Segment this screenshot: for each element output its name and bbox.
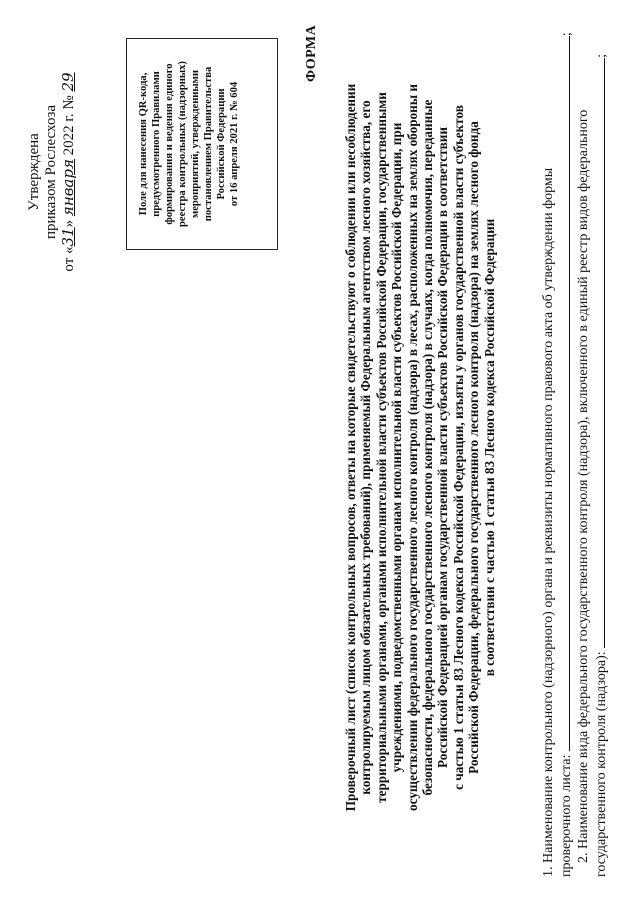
item-1-line-2 bbox=[557, 17, 575, 877]
item-2-fill-line[interactable] bbox=[592, 58, 605, 648]
form-items bbox=[540, 17, 610, 877]
qr-line: постановлением Правительства bbox=[203, 66, 214, 222]
date-mid: » bbox=[61, 219, 77, 228]
qr-line: мероприятий, утвержденными bbox=[190, 70, 201, 219]
item-2-label: государственного контроля (надзора): bbox=[594, 651, 609, 877]
approval-line-1: Утверждена bbox=[26, 133, 42, 211]
qr-line: от 16 апреля 2021 г. № 604 bbox=[229, 81, 240, 207]
title-line: в соответствии с частью 1 статьи 83 Лесного кодекса Российской Федерации bbox=[481, 218, 497, 677]
item-1-fill-line[interactable] bbox=[557, 36, 570, 751]
date-prefix: от « bbox=[61, 246, 77, 272]
item-2-line-2 bbox=[592, 17, 610, 877]
item-1-label: проверочного листа: bbox=[559, 754, 574, 877]
qr-line: предусмотренного Правилами bbox=[151, 71, 162, 217]
approval-date-line bbox=[60, 47, 78, 297]
item-1-line-1: 1. Наименование контрольного (надзорного) органа и реквизиты нормативного правового акта об утверждении формы bbox=[541, 167, 556, 877]
title-line: безопасности, федерального государственного лесного контроля (надзора) в случаях, когда полномочия, переданные bbox=[420, 99, 436, 796]
qr-line: Российской Федерации bbox=[216, 88, 227, 200]
form-label: ФОРМА bbox=[304, 24, 319, 82]
title-line: учреждениями, подведомственными органам исполнительной власти субъектов Российской Федерации, при bbox=[389, 122, 405, 773]
title-line: Российской Федерации, федерального государственного лесного контроля (надзора) на землях лесного фонда bbox=[466, 121, 482, 774]
date-year: 2022 г. № bbox=[61, 95, 77, 156]
title-line: осуществлении федерального государственного лесного контроля (надзора) в лесах, расположенных на землях обороны и bbox=[404, 84, 420, 811]
item-1-end: ; bbox=[559, 32, 574, 37]
order-number: 29 bbox=[59, 72, 77, 92]
title-line: с частью 1 статьи 83 Лесного кодекса Российской Федерации, изъяты у органов государственной власти субъектов bbox=[450, 105, 466, 790]
title-line: контролируемым лицом обязательных требований), применяемый Федеральным агентством лесного хозяйства, его bbox=[358, 100, 374, 795]
title-line: Российской Федерацией органам государственной власти субъектов Российской Федерации в соответствии bbox=[435, 127, 451, 768]
qr-line: формирования и ведения единого bbox=[164, 63, 175, 225]
qr-code-field bbox=[126, 38, 278, 250]
date-day: 31 bbox=[59, 227, 77, 247]
qr-line: реестра контрольных (надзорных) bbox=[177, 61, 188, 227]
title-line: Проверочный лист (список контрольных вопросов, ответы на которые свидетельствуют о соблюдении или несоблюдении bbox=[343, 83, 358, 812]
item-2-line-1: 2. Наименование вида федерального государственного контроля (надзора), включенного в единый реестр видов федерального bbox=[576, 109, 591, 863]
title-line: территориальными органами, органами исполнительной власти субъектов Российской Федерации, государственными bbox=[373, 92, 389, 803]
approval-block bbox=[26, 47, 78, 297]
date-month: января bbox=[59, 159, 77, 217]
approval-line-2: приказом Рослесхоза bbox=[43, 104, 59, 240]
document-title bbox=[343, 0, 497, 895]
item-2-end: ; bbox=[594, 53, 609, 58]
qr-line: Поле для нанесения QR-кода, bbox=[138, 72, 149, 216]
